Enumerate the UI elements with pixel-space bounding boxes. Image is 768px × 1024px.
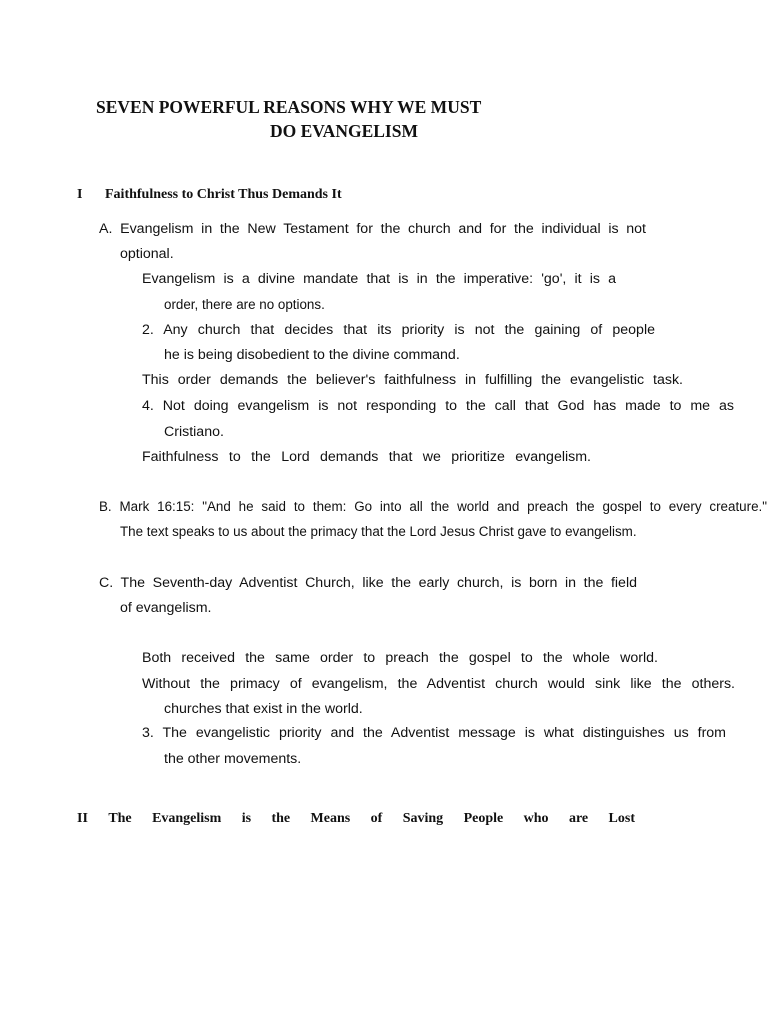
- section-2-word: Evangelism: [152, 811, 222, 826]
- item-c-sub2-line-1: Without the primacy of evangelism, the Adventist church would sink like the others.: [142, 676, 735, 692]
- item-a-sub4-line-2: Cristiano.: [164, 424, 224, 440]
- section-2-word: People: [463, 811, 504, 826]
- section-2-word: Lost: [608, 811, 635, 826]
- item-c-sub3-line-2: the other movements.: [164, 751, 302, 767]
- section-2-word: is: [241, 811, 252, 826]
- section-2-numeral: II: [77, 811, 88, 826]
- item-a-sub4-line-1: 4. Not doing evangelism is not responding to the call that God has made to me as: [142, 398, 734, 414]
- item-c-sub3-line-1: 3. The evangelistic priority and the Adventist message is what distinguishes us from: [142, 725, 726, 741]
- item-a-line-1: A. Evangelism in the New Testament for the church and for the individual is not: [99, 221, 646, 237]
- section-2-word: The: [108, 811, 132, 826]
- section-2-word: the: [271, 811, 291, 826]
- item-b-line-2: The text speaks to us about the primacy that the Lord Jesus Christ gave to evangelism.: [120, 524, 637, 539]
- section-2-word: Means: [310, 811, 351, 826]
- item-a-sub2-line-2: he is being disobedient to the divine command.: [164, 347, 460, 363]
- item-a-sub1-line-2: order, there are no options.: [164, 297, 325, 312]
- section-2-word: who: [523, 811, 549, 826]
- section-1-heading: Faithfulness to Christ Thus Demands It: [105, 187, 342, 202]
- item-a-sub3: This order demands the believer's faithfulness in fulfilling the evangelistic task.: [142, 372, 683, 388]
- section-2-word: Saving: [402, 811, 444, 826]
- section-2-word: of: [370, 811, 383, 826]
- item-c-sub2-line-2: churches that exist in the world.: [164, 701, 363, 717]
- section-2-word: are: [568, 811, 589, 826]
- item-b-line-1: B. Mark 16:15: "And he said to them: Go into all the world and preach the gospel to every creature.": [99, 499, 767, 514]
- item-c-line-2: of evangelism.: [120, 600, 212, 616]
- item-a-sub2-line-1: 2. Any church that decides that its priority is not the gaining of people: [142, 322, 655, 338]
- item-c-line-1: C. The Seventh-day Adventist Church, like the early church, is born in the field: [99, 575, 637, 591]
- item-c-sub1: Both received the same order to preach the gospel to the whole world.: [142, 650, 658, 666]
- title-line-2: DO EVANGELISM: [270, 121, 418, 141]
- item-a-line-2: optional.: [120, 246, 174, 262]
- title-line-1: SEVEN POWERFUL REASONS WHY WE MUST: [96, 97, 482, 117]
- item-a-sub1-line-1: Evangelism is a divine mandate that is in the imperative: 'go', it is a: [142, 271, 616, 287]
- section-1-numeral: I: [77, 187, 83, 202]
- item-a-sub5: Faithfulness to the Lord demands that we prioritize evangelism.: [142, 449, 591, 465]
- section-2-heading: [77, 811, 635, 828]
